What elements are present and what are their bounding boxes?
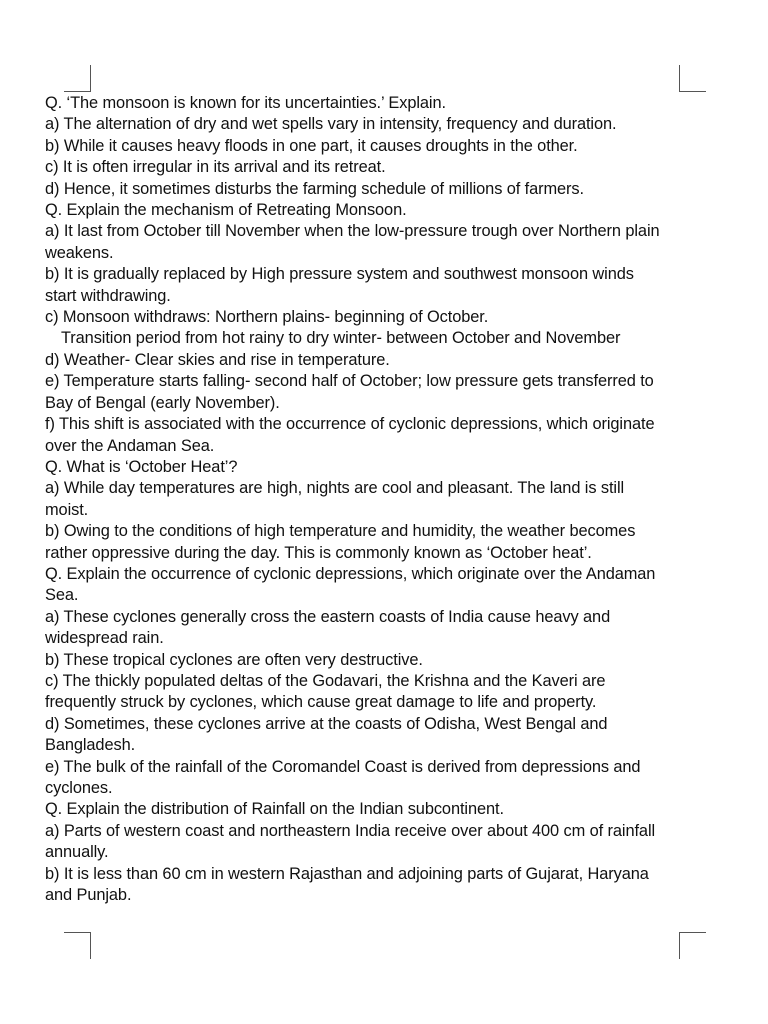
answer-line: a) Parts of western coast and northeastern India receive over about 400 cm of rainfall annually.: [45, 821, 656, 862]
answer-line: d) Sometimes, these cyclones arrive at the coasts of Odisha, West Bengal and Bangladesh.: [45, 714, 608, 755]
answer-line: c) It is often irregular in its arrival and its retreat.: [45, 158, 386, 177]
question-rainfall-distribution: Q. Explain the distribution of Rainfall on the Indian subcontinent.: [45, 800, 504, 819]
document-text: [45, 93, 665, 906]
answer-line: c) The thickly populated deltas of the Godavari, the Krishna and the Kaveri are frequently struck by cyclones, which cause great damage to life and property.: [45, 671, 606, 712]
answer-line: f) This shift is associated with the occurrence of cyclonic depressions, which originate over the Andaman Sea.: [45, 415, 655, 455]
answer-line: b) It is less than 60 cm in western Rajasthan and adjoining parts of Gujarat, Haryana and Punjab.: [45, 864, 649, 905]
answer-line: d) Hence, it sometimes disturbs the farming schedule of millions of farmers.: [45, 179, 584, 198]
crop-mark-bottom-left: [64, 932, 91, 959]
answer-line: e) Temperature starts falling- second half of October; low pressure gets transferred to Bay of Bengal (early November).: [45, 372, 654, 412]
question-monsoon-uncertainties: Q. ‘The monsoon is known for its uncertainties.’ Explain.: [45, 94, 446, 112]
question-cyclonic-depressions: Q. Explain the occurrence of cyclonic depressions, which originate over the Andaman Sea.: [45, 564, 656, 605]
crop-mark-bottom-right: [679, 932, 706, 959]
answer-line: c) Monsoon withdraws: Northern plains- beginning of October.: [45, 308, 489, 327]
answer-line: b) It is gradually replaced by High pressure system and southwest monsoon winds start withdrawing.: [45, 265, 634, 305]
answer-line: a) These cyclones generally cross the eastern coasts of India cause heavy and widespread rain.: [45, 607, 611, 648]
answer-line: b) These tropical cyclones are often very destructive.: [45, 650, 423, 669]
crop-mark-top-left: [64, 65, 91, 92]
answer-line: a) While day temperatures are high, nights are cool and pleasant. The land is still moist.: [45, 479, 625, 519]
answer-line: Transition period from hot rainy to dry winter- between October and November: [61, 329, 621, 348]
question-retreating-monsoon: Q. Explain the mechanism of Retreating Monsoon.: [45, 201, 407, 220]
question-october-heat: Q. What is ‘October Heat’?: [45, 457, 238, 476]
crop-mark-top-right: [679, 65, 706, 92]
answer-line: d) Weather- Clear skies and rise in temperature.: [45, 350, 390, 369]
answer-line: a) The alternation of dry and wet spells vary in intensity, frequency and duration.: [45, 115, 617, 134]
answer-line: e) The bulk of the rainfall of the Coromandel Coast is derived from depressions and cyclones.: [45, 757, 641, 797]
answer-line: b) Owing to the conditions of high temperature and humidity, the weather becomes rather oppressive during the day. This is commonly known as ‘October heat’.: [45, 522, 636, 562]
answer-line: a) It last from October till November when the low-pressure trough over Northern plain weakens.: [45, 222, 660, 262]
answer-line: b) While it causes heavy floods in one part, it causes droughts in the other.: [45, 136, 578, 155]
